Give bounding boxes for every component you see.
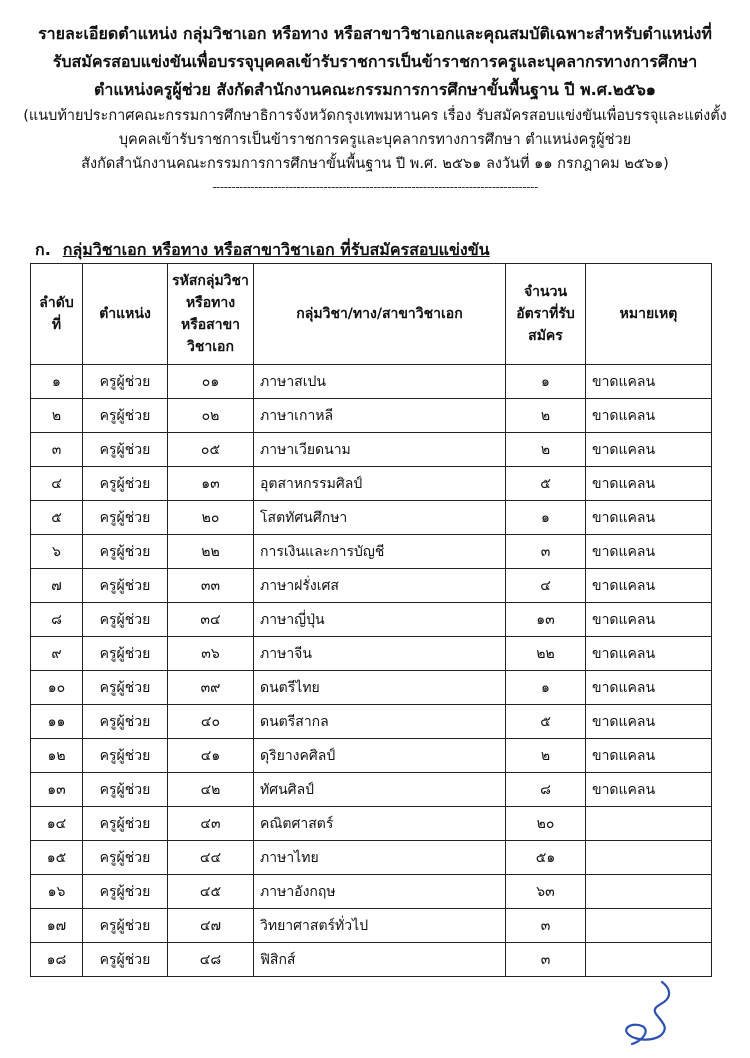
cell-subject: การเงินและการบัญชี <box>254 535 506 569</box>
cell-seq: ๖ <box>31 535 83 569</box>
table-row <box>31 501 712 535</box>
cell-count: ๒๐ <box>506 807 586 841</box>
cell-remark: ขาดแคลน <box>586 705 712 739</box>
header-seq-line-2: ที่ <box>51 317 62 333</box>
header-subtitle-line-2: บุคคลเข้ารับราชการเป็นข้าราชการครูและบุคลากรทางการศึกษา ตำแหน่งครูผู้ช่วย <box>118 132 632 148</box>
table-row <box>31 875 712 909</box>
table-row <box>31 773 712 807</box>
cell-position: ครูผู้ช่วย <box>83 603 168 637</box>
table-header-row <box>31 264 712 365</box>
cell-remark: ขาดแคลน <box>586 671 712 705</box>
cell-subject: ภาษาอังกฤษ <box>254 875 506 909</box>
cell-count: ๓ <box>506 535 586 569</box>
cell-seq: ๑๓ <box>31 773 83 807</box>
cell-subject: ดนตรีไทย <box>254 671 506 705</box>
header-count-line-2: อัตราที่รับ <box>516 306 575 322</box>
cell-subject: ดุริยางคศิลป์ <box>254 739 506 773</box>
cell-subject: วิทยาศาสตร์ทั่วไป <box>254 909 506 943</box>
section-marker: ก. <box>35 240 51 259</box>
table-row <box>31 739 712 773</box>
cell-code: ๔๑ <box>168 739 254 773</box>
cell-seq: ๑๐ <box>31 671 83 705</box>
cell-code: ๒๒ <box>168 535 254 569</box>
table-row <box>31 467 712 501</box>
header-code-line-4: วิชาเอก <box>187 339 234 355</box>
cell-seq: ๑ <box>31 365 83 399</box>
cell-count: ๒ <box>506 399 586 433</box>
header-code-line-1: รหัสกลุ่มวิชา <box>172 273 249 289</box>
header-count-line-3: สมัคร <box>528 328 563 344</box>
cell-remark: ขาดแคลน <box>586 433 712 467</box>
table-row <box>31 943 712 977</box>
table-row <box>31 365 712 399</box>
cell-position: ครูผู้ช่วย <box>83 807 168 841</box>
cell-count: ๑ <box>506 365 586 399</box>
signature-mark <box>612 978 692 1048</box>
cell-remark: ขาดแคลน <box>586 399 712 433</box>
cell-subject: ภาษาเกาหลี <box>254 399 506 433</box>
cell-remark: ขาดแคลน <box>586 739 712 773</box>
cell-remark: ขาดแคลน <box>586 365 712 399</box>
header-title-line-1: รายละเอียดตำแหน่ง กลุ่มวิชาเอก หรือทาง หรือสาขาวิชาเอกและคุณสมบัติเฉพาะสำหรับตำแหน่งที่ <box>38 24 712 43</box>
cell-count: ๓ <box>506 909 586 943</box>
cell-subject: ภาษาสเปน <box>254 365 506 399</box>
cell-subject: คณิตศาสตร์ <box>254 807 506 841</box>
cell-code: ๑๓ <box>168 467 254 501</box>
cell-seq: ๑๘ <box>31 943 83 977</box>
cell-seq: ๑๒ <box>31 739 83 773</box>
header-count-line-1: จำนวน <box>523 284 568 300</box>
cell-subject: ภาษาจีน <box>254 637 506 671</box>
header-code-line-2: หรือทาง <box>185 295 236 311</box>
cell-count: ๔ <box>506 569 586 603</box>
cell-remark: ขาดแคลน <box>586 773 712 807</box>
table-row <box>31 433 712 467</box>
cell-seq: ๑๔ <box>31 807 83 841</box>
cell-remark: ขาดแคลน <box>586 467 712 501</box>
cell-count: ๕๑ <box>506 841 586 875</box>
header-subtitle-line-1: (แนบท้ายประกาศคณะกรรมการศึกษาธิการจังหวัดกรุงเทพมหานคร เรื่อง รับสมัครสอบแข่งขันเพื่อบรรจุและแต่งตั้ง <box>23 108 727 124</box>
cell-subject: ภาษาเวียดนาม <box>254 433 506 467</box>
header-title-line-2: รับสมัครสอบแข่งขันเพื่อบรรจุบุคคลเข้ารับราชการเป็นข้าราชการครูและบุคลากรทางการศึกษา <box>52 52 698 71</box>
cell-remark <box>586 807 712 841</box>
header-position: ตำแหน่ง <box>83 264 168 365</box>
table-row <box>31 841 712 875</box>
signature-stroke <box>626 982 669 1044</box>
header-subtitle-line-3: สังกัดสำนักงานคณะกรรมการการศึกษาขั้นพื้นฐาน ปี พ.ศ. ๒๕๖๑ ลงวันที่ ๑๑ กรกฎาคม ๒๕๖๑) <box>81 156 669 172</box>
table-row <box>31 399 712 433</box>
cell-position: ครูผู้ช่วย <box>83 637 168 671</box>
cell-seq: ๓ <box>31 433 83 467</box>
cell-count: ๘ <box>506 773 586 807</box>
cell-remark: ขาดแคลน <box>586 501 712 535</box>
table-row <box>31 535 712 569</box>
header-title-line-3: ตำแหน่งครูผู้ช่วย สังกัดสำนักงานคณะกรรมการการศึกษาขั้นพื้นฐาน ปี พ.ศ.๒๕๖๑ <box>94 80 656 99</box>
table-row <box>31 909 712 943</box>
cell-remark: ขาดแคลน <box>586 637 712 671</box>
cell-position: ครูผู้ช่วย <box>83 705 168 739</box>
header-seq-line-1: ลำดับ <box>39 295 74 311</box>
cell-subject: ดนตรีสากล <box>254 705 506 739</box>
section-heading <box>35 238 490 263</box>
cell-position: ครูผู้ช่วย <box>83 467 168 501</box>
cell-position: ครูผู้ช่วย <box>83 433 168 467</box>
cell-code: ๐๕ <box>168 433 254 467</box>
table-row <box>31 637 712 671</box>
cell-code: ๐๑ <box>168 365 254 399</box>
cell-count: ๑ <box>506 671 586 705</box>
cell-remark: ขาดแคลน <box>586 603 712 637</box>
cell-position: ครูผู้ช่วย <box>83 943 168 977</box>
header-remark: หมายเหตุ <box>586 264 712 365</box>
cell-remark <box>586 875 712 909</box>
cell-seq: ๑๑ <box>31 705 83 739</box>
cell-subject: ภาษาไทย <box>254 841 506 875</box>
table-row <box>31 807 712 841</box>
cell-code: ๔๐ <box>168 705 254 739</box>
cell-count: ๒๒ <box>506 637 586 671</box>
table-row <box>31 569 712 603</box>
cell-remark: ขาดแคลน <box>586 569 712 603</box>
cell-code: ๐๒ <box>168 399 254 433</box>
cell-position: ครูผู้ช่วย <box>83 671 168 705</box>
cell-seq: ๗ <box>31 569 83 603</box>
vacancy-table <box>30 263 712 977</box>
cell-code: ๔๓ <box>168 807 254 841</box>
cell-remark: ขาดแคลน <box>586 535 712 569</box>
cell-count: ๑๓ <box>506 603 586 637</box>
cell-position: ครูผู้ช่วย <box>83 909 168 943</box>
cell-count: ๒ <box>506 739 586 773</box>
cell-remark <box>586 841 712 875</box>
section-title: กลุ่มวิชาเอก หรือทาง หรือสาขาวิชาเอก ที่รับสมัครสอบแข่งขัน <box>62 240 490 259</box>
header-separator: ------------------------------------------------------------------------------------- <box>212 180 538 194</box>
cell-seq: ๑๗ <box>31 909 83 943</box>
cell-seq: ๙ <box>31 637 83 671</box>
header-subject: กลุ่มวิชา/ทาง/สาขาวิชาเอก <box>254 264 506 365</box>
cell-position: ครูผู้ช่วย <box>83 501 168 535</box>
cell-subject: ภาษาฝรั่งเศส <box>254 569 506 603</box>
cell-position: ครูผู้ช่วย <box>83 841 168 875</box>
cell-code: ๔๘ <box>168 943 254 977</box>
cell-remark <box>586 943 712 977</box>
header-code <box>168 264 254 365</box>
header-seq <box>31 264 83 365</box>
header-code-line-3: หรือสาขา <box>181 317 240 333</box>
cell-code: ๓๔ <box>168 603 254 637</box>
cell-code: ๓๙ <box>168 671 254 705</box>
document-header <box>0 20 750 194</box>
cell-position: ครูผู้ช่วย <box>83 739 168 773</box>
table-row <box>31 705 712 739</box>
cell-code: ๓๖ <box>168 637 254 671</box>
cell-subject: อุตสาหกรรมศิลป์ <box>254 467 506 501</box>
cell-code: ๓๓ <box>168 569 254 603</box>
cell-subject: โสตทัศนศึกษา <box>254 501 506 535</box>
cell-seq: ๒ <box>31 399 83 433</box>
cell-seq: ๕ <box>31 501 83 535</box>
cell-remark <box>586 909 712 943</box>
cell-position: ครูผู้ช่วย <box>83 569 168 603</box>
cell-code: ๔๗ <box>168 909 254 943</box>
cell-count: ๒ <box>506 433 586 467</box>
cell-seq: ๘ <box>31 603 83 637</box>
cell-position: ครูผู้ช่วย <box>83 773 168 807</box>
cell-seq: ๑๖ <box>31 875 83 909</box>
cell-code: ๔๒ <box>168 773 254 807</box>
cell-subject: ฟิสิกส์ <box>254 943 506 977</box>
cell-position: ครูผู้ช่วย <box>83 875 168 909</box>
table-row <box>31 603 712 637</box>
cell-position: ครูผู้ช่วย <box>83 365 168 399</box>
cell-count: ๕ <box>506 705 586 739</box>
cell-count: ๖๓ <box>506 875 586 909</box>
cell-seq: ๑๕ <box>31 841 83 875</box>
cell-position: ครูผู้ช่วย <box>83 399 168 433</box>
cell-seq: ๔ <box>31 467 83 501</box>
cell-subject: ทัศนศิลป์ <box>254 773 506 807</box>
header-count <box>506 264 586 365</box>
cell-code: ๒๐ <box>168 501 254 535</box>
cell-count: ๑ <box>506 501 586 535</box>
cell-count: ๓ <box>506 943 586 977</box>
cell-code: ๔๕ <box>168 875 254 909</box>
table-row <box>31 671 712 705</box>
cell-count: ๕ <box>506 467 586 501</box>
cell-position: ครูผู้ช่วย <box>83 535 168 569</box>
cell-code: ๔๔ <box>168 841 254 875</box>
cell-subject: ภาษาญี่ปุ่น <box>254 603 506 637</box>
